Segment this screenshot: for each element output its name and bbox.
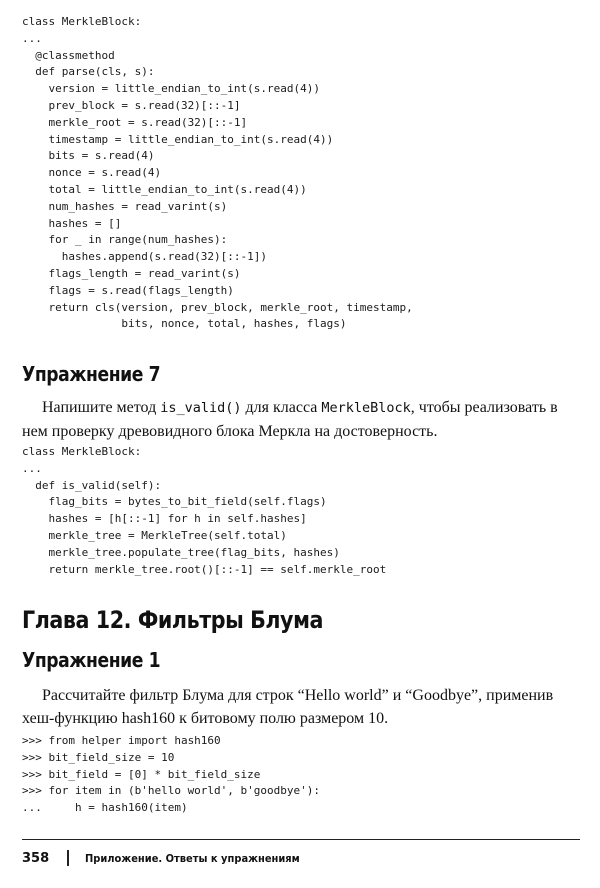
code-line: bits, nonce, total, hashes, flags) bbox=[22, 317, 347, 331]
code-line: @classmethod bbox=[22, 48, 115, 62]
code-line: timestamp = little_endian_to_int(s.read(4)) bbox=[22, 132, 334, 146]
exercise-7-text: Напишите метод is_valid() для класса MerkleBlock, чтобы реализовать в нем проверку древовидного блока Меркла на достоверность. bbox=[22, 399, 558, 440]
code-line: def parse(cls, s): bbox=[22, 65, 155, 79]
exercise-7-heading: Упражнение 7 bbox=[22, 362, 161, 386]
code-line: merkle_tree.populate_tree(flag_bits, hashes) bbox=[22, 545, 340, 559]
code-line: >>> bit_field = [0] * bit_field_size bbox=[22, 767, 261, 781]
code-line: def is_valid(self): bbox=[22, 478, 162, 492]
exercise-1-text: Рассчитайте фильтр Блума для строк “Hello world” и “Goodbye”, применив хеш-функцию hash160 к битовому полю размером 10. bbox=[22, 687, 554, 727]
code-line: for _ in range(num_hashes): bbox=[22, 233, 228, 247]
code-line: class MerkleBlock: bbox=[22, 445, 142, 458]
code-line: hashes = [h[::-1] for h in self.hashes] bbox=[22, 512, 307, 526]
footer-section-title: Приложение. Ответы к упражнениям bbox=[85, 851, 300, 865]
page-footer bbox=[22, 846, 324, 870]
code-line: >>> bit_field_size = 10 bbox=[22, 750, 175, 764]
code-line: ... bbox=[22, 31, 42, 45]
footer-divider bbox=[22, 839, 580, 840]
code-line: hashes = [] bbox=[22, 216, 122, 230]
code-line: ... bbox=[22, 461, 42, 475]
code-block-merkleblock-parse bbox=[22, 14, 413, 333]
code-line: flag_bits = bytes_to_bit_field(self.flags) bbox=[22, 495, 327, 509]
code-line: num_hashes = read_varint(s) bbox=[22, 199, 228, 213]
class-name: MerkleBlock bbox=[321, 400, 411, 416]
exercise-1-heading: Упражнение 1 bbox=[22, 648, 161, 672]
code-line: return cls(version, prev_block, merkle_root, timestamp, bbox=[22, 300, 413, 314]
code-line: bits = s.read(4) bbox=[22, 149, 155, 163]
code-line: >>> for item in (b'hello world', b'goodbye'): bbox=[22, 784, 321, 798]
method-name: is_valid() bbox=[160, 400, 242, 416]
chapter-title: Глава 12. Фильтры Блума bbox=[22, 606, 324, 634]
code-line: return merkle_tree.root()[::-1] == self.merkle_root bbox=[22, 562, 387, 576]
code-line: total = little_endian_to_int(s.read(4)) bbox=[22, 182, 307, 196]
code-line: >>> from helper import hash160 bbox=[22, 734, 221, 747]
code-block-is-valid bbox=[22, 444, 386, 578]
code-line: version = little_endian_to_int(s.read(4)) bbox=[22, 82, 321, 96]
code-line: hashes.append(s.read(32)[::-1]) bbox=[22, 250, 268, 264]
code-line: class MerkleBlock: bbox=[22, 15, 142, 28]
code-line: flags_length = read_varint(s) bbox=[22, 266, 241, 280]
footer-separator bbox=[67, 850, 69, 866]
code-line: prev_block = s.read(32)[::-1] bbox=[22, 98, 241, 112]
code-line: flags = s.read(flags_length) bbox=[22, 283, 234, 297]
code-line: ... h = hash160(item) bbox=[22, 801, 188, 815]
page-number: 358 bbox=[22, 850, 50, 866]
code-line: merkle_root = s.read(32)[::-1] bbox=[22, 115, 248, 129]
code-block-bloom-filter bbox=[22, 733, 320, 817]
code-line: nonce = s.read(4) bbox=[22, 166, 162, 180]
code-line: merkle_tree = MerkleTree(self.total) bbox=[22, 528, 287, 542]
